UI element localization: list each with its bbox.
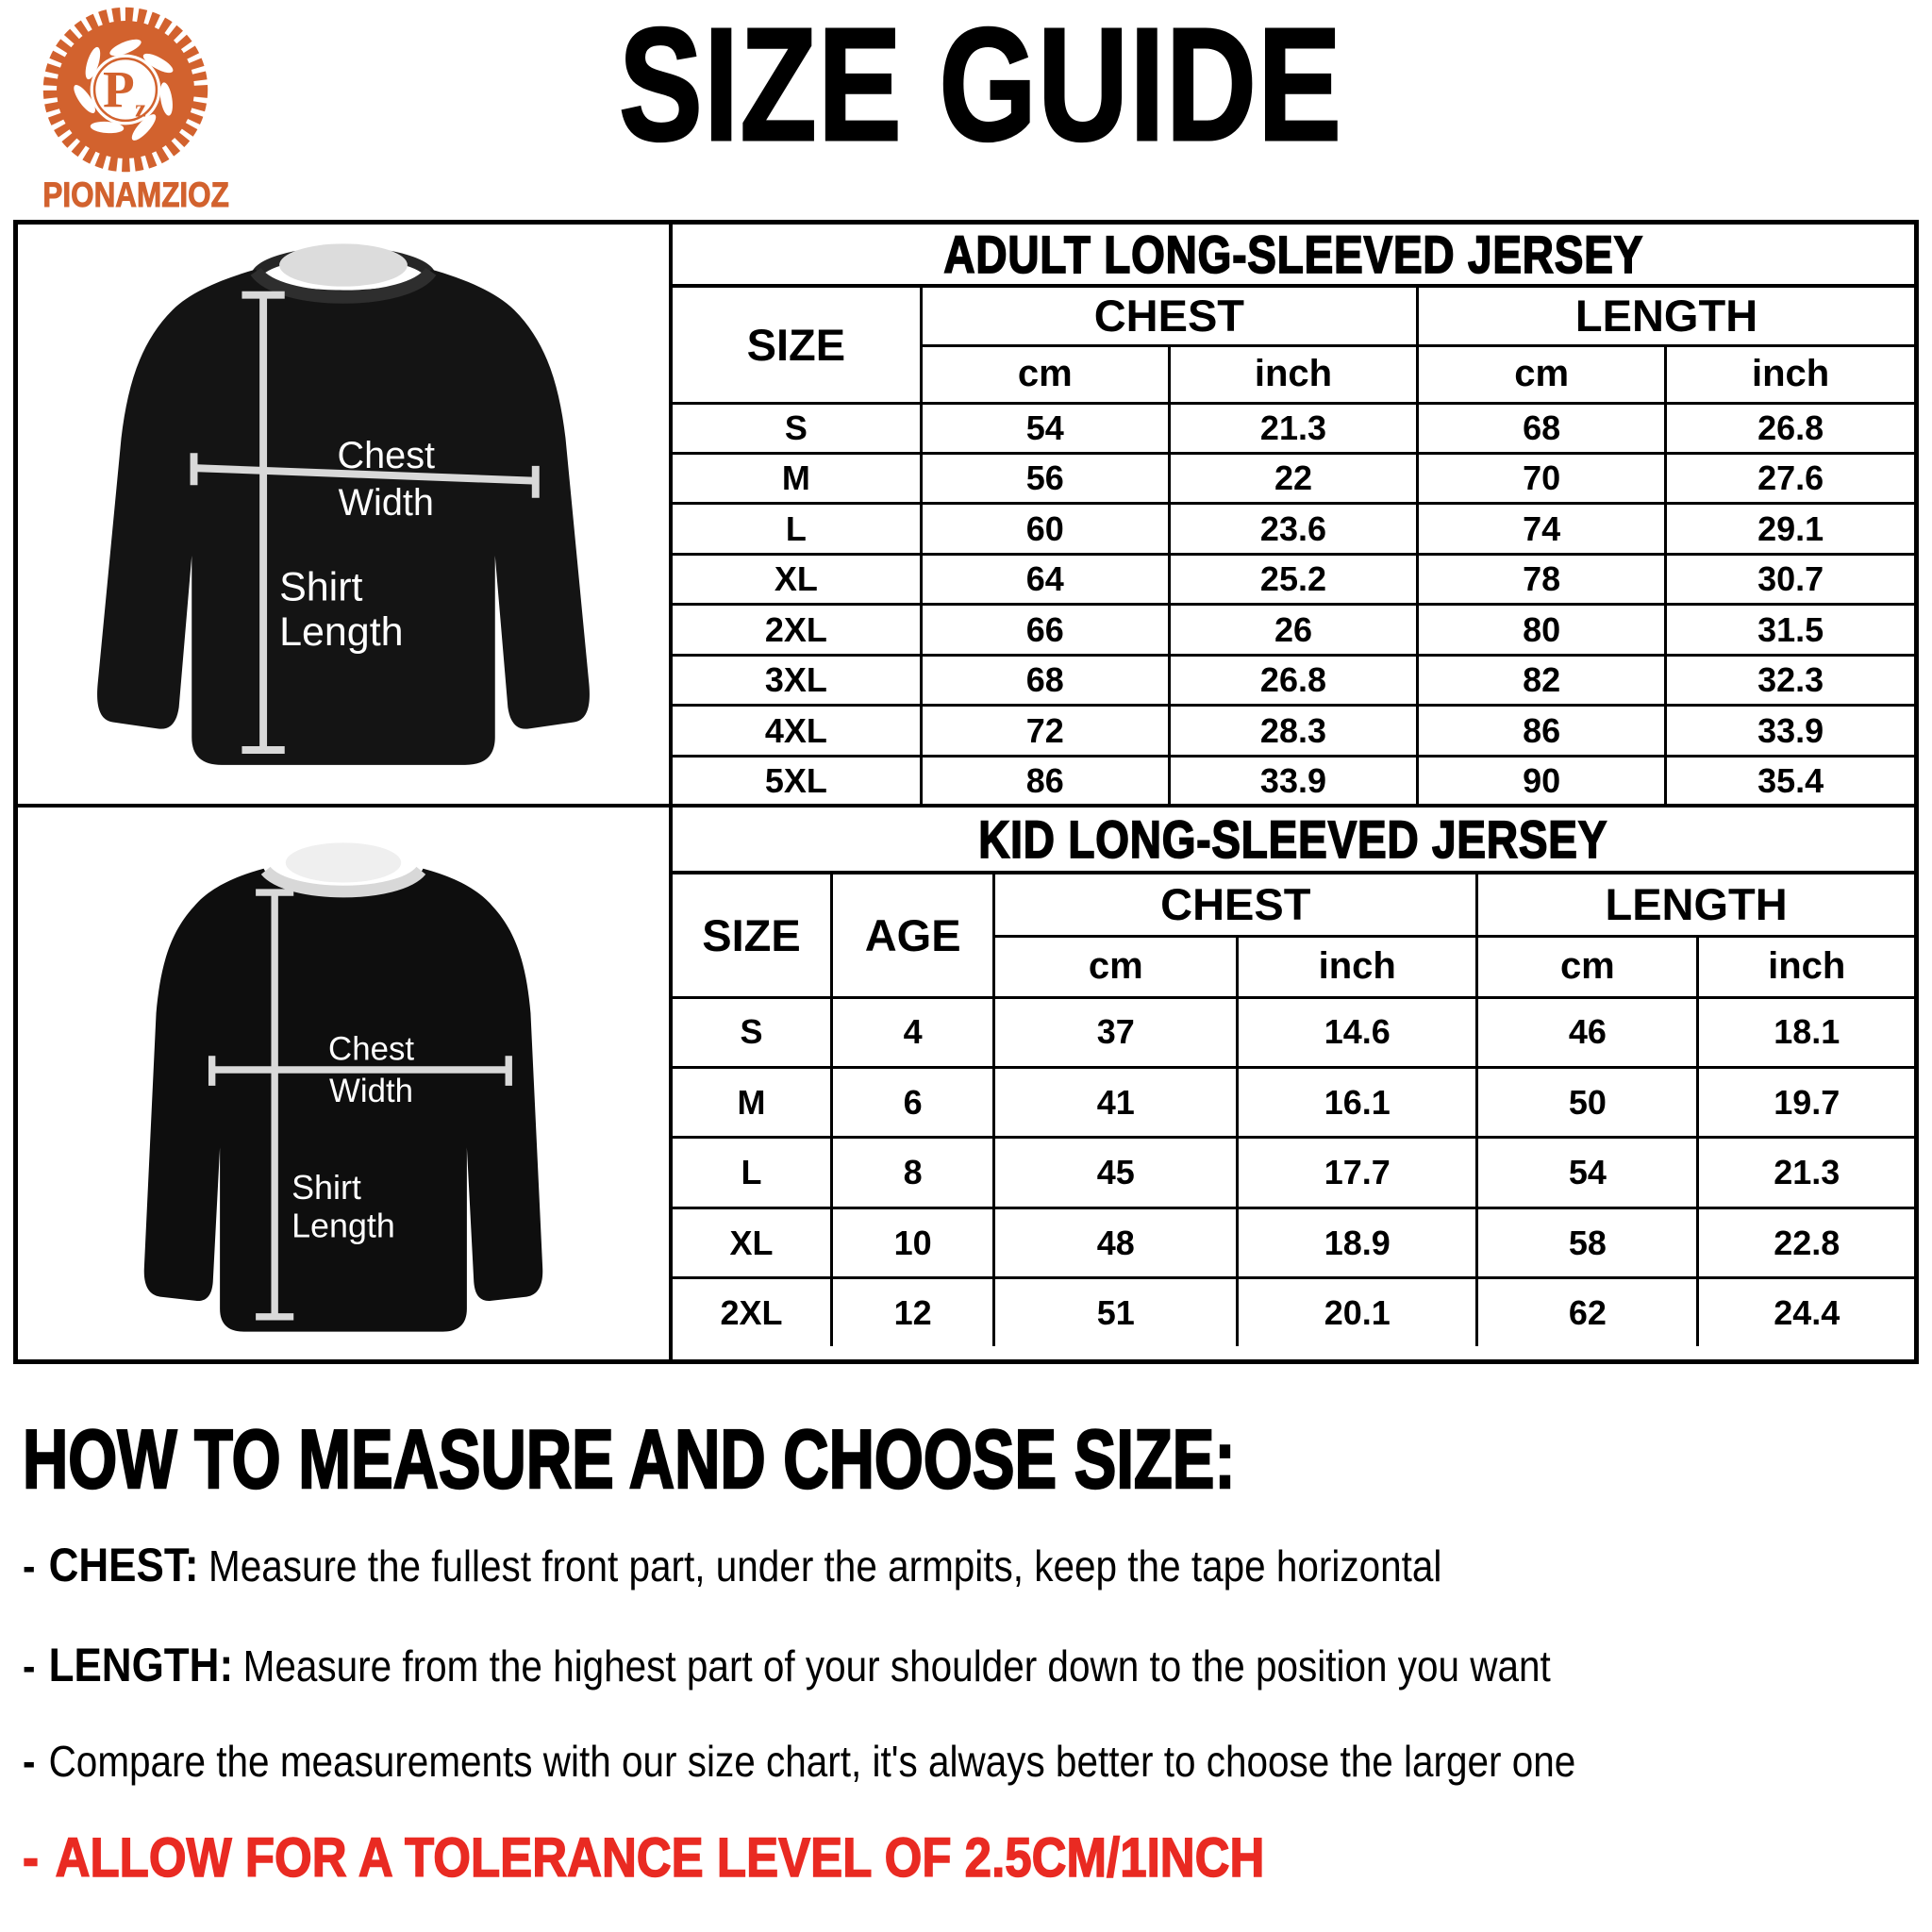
table-row bbox=[673, 504, 1914, 554]
kid-chest-inch: inch bbox=[1238, 936, 1477, 997]
chest-width-label-2: Width bbox=[338, 481, 434, 524]
cell: 24.4 bbox=[1698, 1278, 1914, 1346]
shirt-length-label-1: Shirt bbox=[291, 1169, 361, 1208]
cell: 82 bbox=[1418, 655, 1666, 705]
table-row bbox=[673, 403, 1914, 453]
cell: 14.6 bbox=[1238, 997, 1477, 1067]
cell: 37 bbox=[994, 997, 1238, 1067]
cell: 10 bbox=[831, 1208, 993, 1277]
howto-item-compare bbox=[23, 1736, 1575, 1787]
adult-size-table bbox=[673, 288, 1914, 805]
cell: 33.9 bbox=[1666, 706, 1914, 756]
cell: 56 bbox=[921, 453, 1169, 503]
adult-shirt-panel bbox=[18, 225, 673, 808]
cell: 18.1 bbox=[1698, 997, 1914, 1067]
cell: 41 bbox=[994, 1067, 1238, 1137]
kid-shirt-image bbox=[93, 819, 593, 1357]
cell: 58 bbox=[1477, 1208, 1698, 1277]
cell: 60 bbox=[921, 504, 1169, 554]
cell: 35.4 bbox=[1666, 756, 1914, 805]
cell: 26.8 bbox=[1169, 655, 1417, 705]
chest-width-label-1: Chest bbox=[337, 435, 436, 477]
cell: 20.1 bbox=[1238, 1278, 1477, 1346]
adult-header-size: SIZE bbox=[673, 288, 921, 403]
cell: L bbox=[673, 1138, 831, 1208]
adult-chest-inch: inch bbox=[1169, 345, 1417, 403]
cell: 12 bbox=[831, 1278, 993, 1346]
cell: 90 bbox=[1418, 756, 1666, 805]
cell: M bbox=[673, 1067, 831, 1137]
cell: 21.3 bbox=[1698, 1138, 1914, 1208]
bullet-text: ALLOW FOR A TOLERANCE LEVEL OF 2.5CM/1INCH bbox=[55, 1827, 1265, 1889]
monogram-sub: z bbox=[135, 93, 146, 123]
table-row bbox=[673, 756, 1914, 805]
cell: 26.8 bbox=[1666, 403, 1914, 453]
cell: 46 bbox=[1477, 997, 1698, 1067]
cell: 26 bbox=[1169, 605, 1417, 655]
adult-chest-cm: cm bbox=[921, 345, 1169, 403]
cell: 80 bbox=[1418, 605, 1666, 655]
cell: 45 bbox=[994, 1138, 1238, 1208]
table-row bbox=[673, 1067, 1914, 1137]
kid-chest-cm: cm bbox=[994, 936, 1238, 997]
cell: L bbox=[673, 504, 921, 554]
kid-table-title: KID LONG-SLEEVED JERSEY bbox=[673, 808, 1914, 874]
cell: 50 bbox=[1477, 1067, 1698, 1137]
cell: 68 bbox=[1418, 403, 1666, 453]
table-row bbox=[673, 1278, 1914, 1346]
howto-item-chest bbox=[23, 1538, 1441, 1592]
table-row bbox=[673, 1138, 1914, 1208]
cell: 32.3 bbox=[1666, 655, 1914, 705]
cell: 72 bbox=[921, 706, 1169, 756]
cell: XL bbox=[673, 554, 921, 604]
cell: S bbox=[673, 403, 921, 453]
table-row bbox=[673, 453, 1914, 503]
cell: 2XL bbox=[673, 605, 921, 655]
cell: 86 bbox=[921, 756, 1169, 805]
kid-shirt-panel bbox=[18, 808, 673, 1359]
kid-header-length: LENGTH bbox=[1477, 874, 1914, 936]
adult-length-cm: cm bbox=[1418, 345, 1666, 403]
bullet-dash: - bbox=[23, 1737, 36, 1786]
adult-header-length: LENGTH bbox=[1418, 288, 1914, 345]
cell: 8 bbox=[831, 1138, 993, 1208]
kid-table-panel bbox=[673, 808, 1914, 1359]
cell: 29.1 bbox=[1666, 504, 1914, 554]
cell: 51 bbox=[994, 1278, 1238, 1346]
howto-item-length bbox=[23, 1638, 1551, 1692]
chest-width-label-1: Chest bbox=[328, 1030, 415, 1068]
cell: 68 bbox=[921, 655, 1169, 705]
bullet-dash: - bbox=[23, 1541, 36, 1591]
cell: 25.2 bbox=[1169, 554, 1417, 604]
cell: 70 bbox=[1418, 453, 1666, 503]
cell: 33.9 bbox=[1169, 756, 1417, 805]
kid-length-cm: cm bbox=[1477, 936, 1698, 997]
kid-header-row-1 bbox=[673, 874, 1914, 936]
bullet-text: Compare the measurements with our size chart, it's always better to choose the larger one bbox=[48, 1737, 1576, 1786]
adult-table-title: ADULT LONG-SLEEVED JERSEY bbox=[673, 225, 1914, 288]
kid-header-chest: CHEST bbox=[994, 874, 1477, 936]
cell: 22.8 bbox=[1698, 1208, 1914, 1277]
size-chart-box bbox=[13, 220, 1919, 1364]
bullet-dash: - bbox=[23, 1641, 36, 1690]
bullet-dash: - bbox=[23, 1827, 40, 1889]
cell: 28.3 bbox=[1169, 706, 1417, 756]
cell: 22 bbox=[1169, 453, 1417, 503]
cell: 27.6 bbox=[1666, 453, 1914, 503]
bullet-label: LENGTH: bbox=[48, 1639, 234, 1691]
cell: 54 bbox=[921, 403, 1169, 453]
cell: 18.9 bbox=[1238, 1208, 1477, 1277]
howto-item-tolerance bbox=[23, 1826, 1264, 1890]
cell: 86 bbox=[1418, 706, 1666, 756]
cell: 62 bbox=[1477, 1278, 1698, 1346]
cell: 74 bbox=[1418, 504, 1666, 554]
cell: 16.1 bbox=[1238, 1067, 1477, 1137]
adult-shirt-image bbox=[60, 225, 626, 791]
adult-header-row-1 bbox=[673, 288, 1914, 345]
bullet-text: Measure the fullest front part, under the armpits, keep the tape horizontal bbox=[208, 1541, 1442, 1591]
cell: 2XL bbox=[673, 1278, 831, 1346]
adult-length-inch: inch bbox=[1666, 345, 1914, 403]
cell: 17.7 bbox=[1238, 1138, 1477, 1208]
cell: 6 bbox=[831, 1067, 993, 1137]
adult-table-panel bbox=[673, 225, 1914, 808]
cell: 30.7 bbox=[1666, 554, 1914, 604]
cell: 78 bbox=[1418, 554, 1666, 604]
cell: 23.6 bbox=[1169, 504, 1417, 554]
table-row bbox=[673, 1208, 1914, 1277]
monogram-main: P bbox=[103, 59, 135, 118]
cell: XL bbox=[673, 1208, 831, 1277]
cell: M bbox=[673, 453, 921, 503]
shirt-length-label-2: Length bbox=[291, 1207, 395, 1245]
cell: 64 bbox=[921, 554, 1169, 604]
table-row bbox=[673, 706, 1914, 756]
table-row bbox=[673, 605, 1914, 655]
cell: 54 bbox=[1477, 1138, 1698, 1208]
cell: 19.7 bbox=[1698, 1067, 1914, 1137]
page-title: SIZE GUIDE bbox=[619, 0, 1343, 175]
bullet-label: CHEST: bbox=[48, 1539, 199, 1591]
brand-name: PIONAMZIOZ bbox=[42, 175, 229, 214]
cell: 31.5 bbox=[1666, 605, 1914, 655]
chest-width-label-2: Width bbox=[329, 1072, 414, 1109]
bullet-text: Measure from the highest part of your shoulder down to the position you want bbox=[242, 1641, 1551, 1690]
cell: 48 bbox=[994, 1208, 1238, 1277]
table-row bbox=[673, 997, 1914, 1067]
kid-header-age: AGE bbox=[831, 874, 993, 997]
kid-length-inch: inch bbox=[1698, 936, 1914, 997]
howto-heading: HOW TO MEASURE AND CHOOSE SIZE: bbox=[23, 1412, 1236, 1506]
cell: 4 bbox=[831, 997, 993, 1067]
adult-header-chest: CHEST bbox=[921, 288, 1417, 345]
kid-header-size: SIZE bbox=[673, 874, 831, 997]
shirt-length-label-2: Length bbox=[279, 609, 404, 656]
cell: 4XL bbox=[673, 706, 921, 756]
table-row bbox=[673, 655, 1914, 705]
cell: 66 bbox=[921, 605, 1169, 655]
cell: S bbox=[673, 997, 831, 1067]
cell: 3XL bbox=[673, 655, 921, 705]
cell: 21.3 bbox=[1169, 403, 1417, 453]
gear-logo-icon bbox=[42, 6, 209, 174]
kid-size-table bbox=[673, 874, 1914, 1346]
brand-logo bbox=[26, 6, 229, 215]
table-row bbox=[673, 554, 1914, 604]
shirt-length-label-1: Shirt bbox=[279, 564, 363, 610]
cell: 5XL bbox=[673, 756, 921, 805]
